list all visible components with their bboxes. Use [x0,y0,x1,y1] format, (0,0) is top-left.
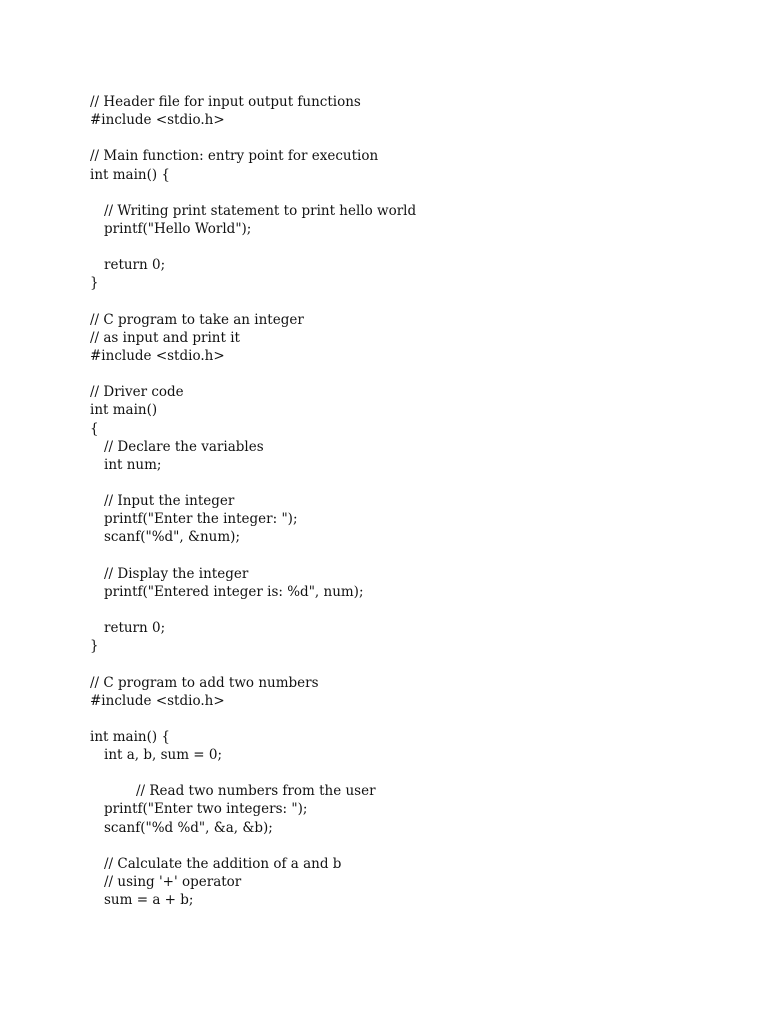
code-line: // Display the integer [104,565,249,582]
code-line: } [90,638,99,655]
code-line [90,764,730,782]
code-line: // Declare the variables [104,438,264,455]
code-line: // Main function: entry point for execution [90,148,379,165]
code-listing [90,93,730,909]
code-line: scanf("%d", &num); [104,529,240,546]
code-line: // Writing print statement to print hello world [104,202,417,219]
code-line [90,710,730,728]
code-line: // Read two numbers from the user [136,783,376,800]
code-line: #include <stdio.h> [90,112,225,129]
code-line [90,184,730,202]
code-line: // using '+' operator [104,874,242,891]
code-line [90,238,730,256]
code-line: #include <stdio.h> [90,692,225,709]
code-line [90,365,730,383]
code-line [90,129,730,147]
code-line [90,655,730,673]
code-line: // Input the integer [104,493,235,510]
code-line: sum = a + b; [104,892,194,909]
code-line: int main() { [90,166,171,183]
code-line: // C program to add two numbers [90,674,319,691]
code-line [90,293,730,311]
code-line [90,837,730,855]
code-line: return 0; [104,620,166,637]
code-line: printf("Enter two integers: "); [104,801,308,818]
code-line: scanf("%d %d", &a, &b); [104,819,273,836]
code-line: printf("Entered integer is: %d", num); [104,583,364,600]
code-line: int main() { [90,728,171,745]
code-line [90,601,730,619]
code-line: // as input and print it [90,329,240,346]
code-line: printf("Enter the integer: "); [104,511,298,528]
code-line: int main() [90,402,158,419]
code-line: // Driver code [90,384,184,401]
code-line: // Header file for input output functions [90,94,361,110]
code-line: { [90,420,99,437]
code-line: int num; [104,456,162,473]
code-line: int a, b, sum = 0; [104,747,223,764]
code-line: printf("Hello World"); [104,220,252,237]
code-line [90,547,730,565]
code-line: // C program to take an integer [90,311,304,328]
code-line: #include <stdio.h> [90,347,225,364]
code-line: return 0; [104,257,166,274]
code-line: // Calculate the addition of a and b [104,855,342,872]
code-line: } [90,275,99,292]
code-line [90,474,730,492]
